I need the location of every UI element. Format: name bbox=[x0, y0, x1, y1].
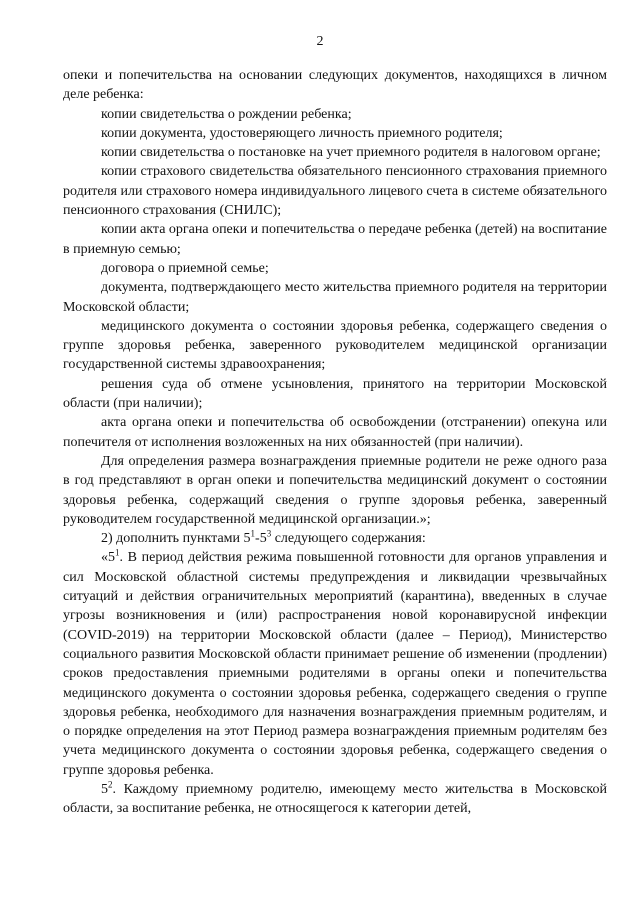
list-item: копии акта органа опеки и попечительства о передаче ребенка (детей) на воспитание в приемную семью; bbox=[63, 222, 607, 257]
paragraph-intro: опеки и попечительства на основании следующих документов, находящихся в личном деле ребенка: bbox=[63, 68, 607, 103]
text-fragment: . В период действия режима повышенной готовности для органов управления и сил Московской областной системы предупреждения и ликвидации чрезвычайных ситуаций и действия ограничительных мероприятий (карантина), введенных в случае угрозы возникновения и (или) распространения новой коронавирусной инфекции (COVID-2019) на территории Московской области (далее – Период), Министерство социального развития Московской области принимает решение об изменении (продлении) сроков предоставления приемными родителями в органы опеки и попечительства медицинского документа о состоянии здоровья ребенка, содержащего сведения о группе здоровья ребенка, необходимого для назначения вознаграждения приемным родителям, и о порядке определения на этот Период размера вознаграждения приемным родителям без учета медицинского документа о состоянии здоровья ребенка, содержащего сведения о группе здоровья ребенка. bbox=[63, 550, 607, 778]
list-item: решения суда об отмене усыновления, принятого на территории Московской области (при наличии); bbox=[63, 376, 607, 412]
paragraph-item-2 bbox=[63, 529, 607, 548]
list-item: копии страхового свидетельства обязательного пенсионного страхования приемного родителя или страхового номера индивидуального лицевого счета в системе обязательного пенсионного страхования (СНИЛС); bbox=[63, 164, 607, 219]
text-fragment: 2) дополнить пунктами 5 bbox=[101, 531, 251, 547]
document-body bbox=[63, 66, 607, 819]
superscript: 2 bbox=[108, 779, 113, 790]
text-fragment: 5 bbox=[101, 781, 108, 797]
list-item: копии свидетельства о рождении ребенка; bbox=[101, 106, 352, 122]
text-fragment: «5 bbox=[101, 550, 115, 566]
list-item: медицинского документа о состоянии здоровья ребенка, содержащего сведения о группе здоровья ребенка, заверенного руководителем медицинской организации государственной системы здравоохранения; bbox=[63, 318, 607, 373]
superscript: 3 bbox=[266, 528, 272, 539]
list-item: акта органа опеки и попечительства об освобождении (отстранении) опекуна или попечителя от исполнения возложенных на них обязанностей (при наличии). bbox=[63, 415, 607, 450]
text-fragment: . Каждому приемному родителю, имеющему место жительства в Московской области, за воспитание ребенка, не относящегося к категории детей, bbox=[63, 781, 607, 817]
page-number: 2 bbox=[316, 34, 324, 49]
list-item: копии документа, удостоверяющего личность приемного родителя; bbox=[101, 125, 503, 141]
superscript: 1 bbox=[115, 547, 120, 558]
list-item: договора о приемной семье; bbox=[101, 260, 269, 276]
paragraph-5-1 bbox=[63, 548, 607, 780]
text-fragment: -5 bbox=[255, 531, 267, 547]
paragraph-5-2 bbox=[63, 780, 607, 819]
list-item: документа, подтверждающего место жительства приемного родителя на территории Московской области; bbox=[63, 280, 607, 315]
text-fragment: следующего содержания: bbox=[271, 531, 426, 547]
paragraph-remuneration: Для определения размера вознаграждения приемные родители не реже одного раза в год представляют в орган опеки и попечительства медицинский документ о состоянии здоровья ребенка, содержащий сведения о группе здоровья ребенка, заверенный руководителем государственной медицинской организации.»; bbox=[63, 453, 607, 527]
list-item: копии свидетельства о постановке на учет приемного родителя в налоговом органе; bbox=[101, 145, 601, 161]
superscript: 1 bbox=[250, 528, 256, 539]
